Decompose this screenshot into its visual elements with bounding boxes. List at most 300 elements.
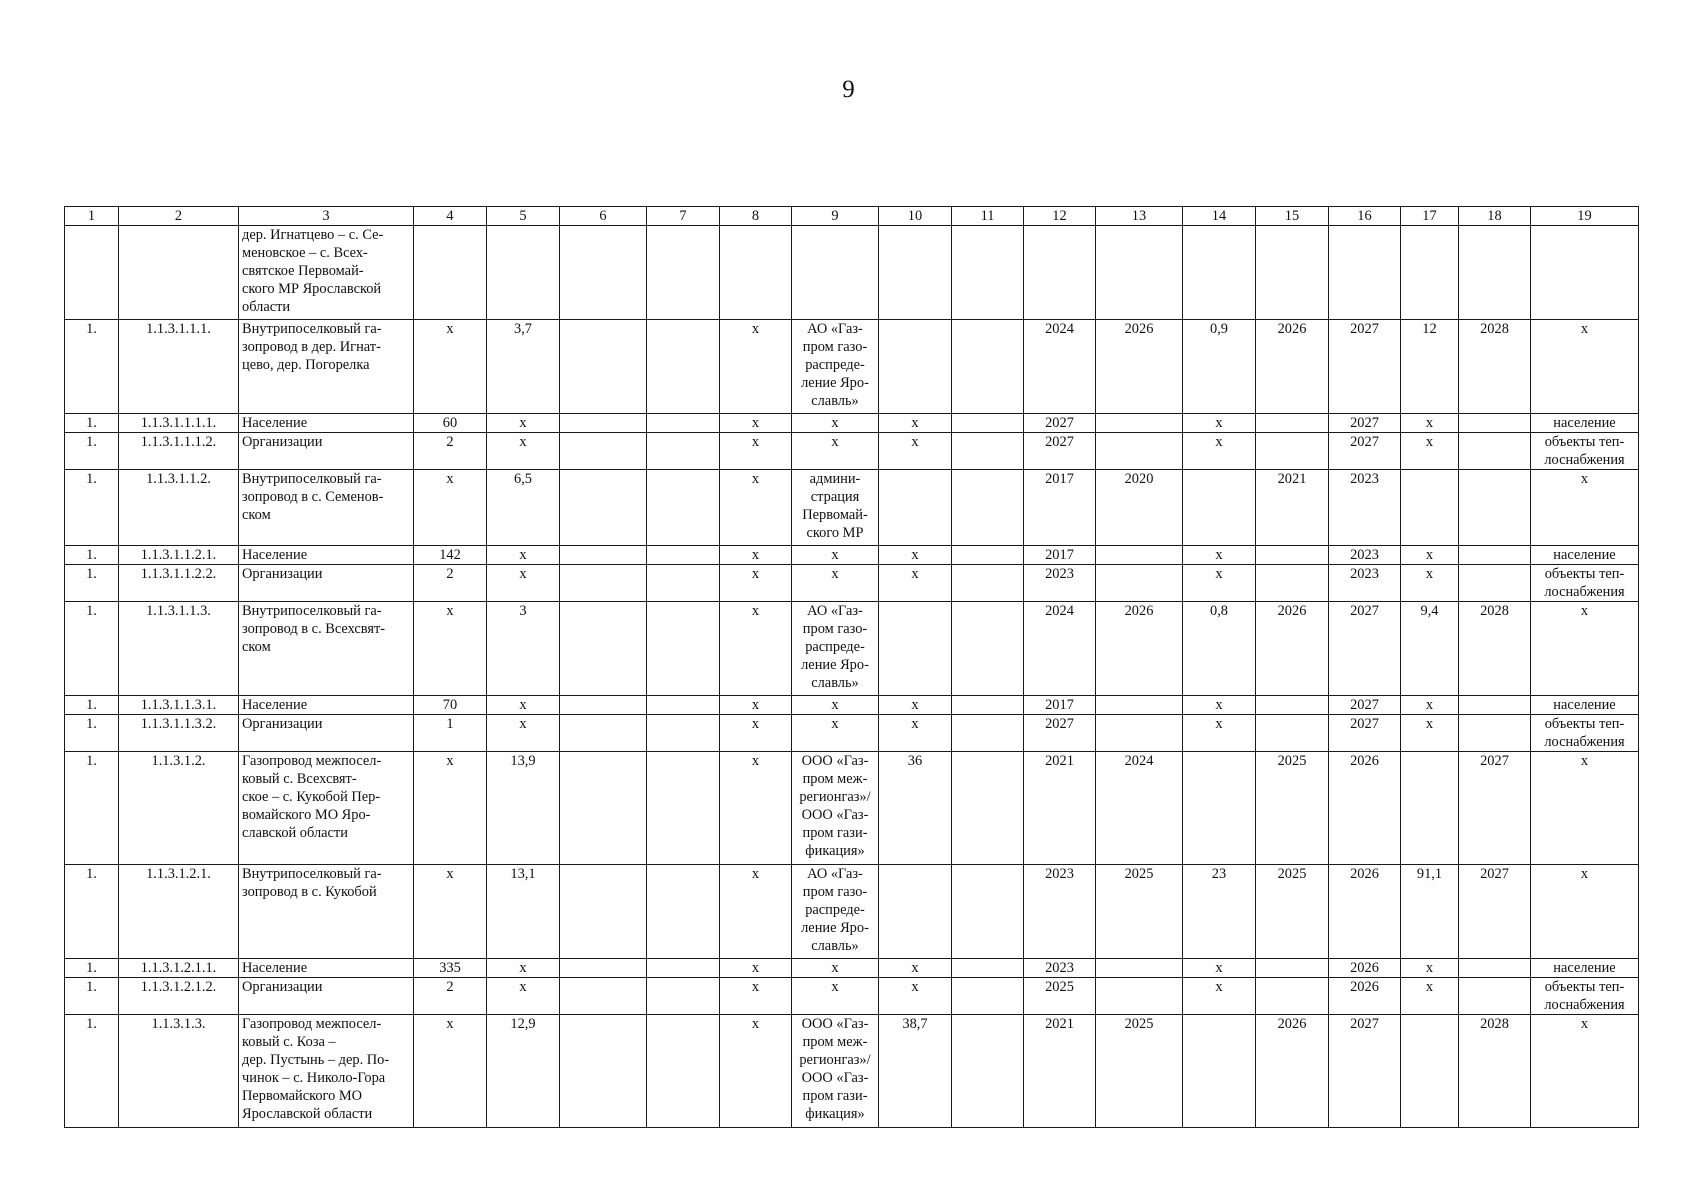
table-cell-col-7 <box>647 226 720 320</box>
table-cell-col-6 <box>560 696 647 715</box>
table-cell-col-17: x <box>1401 978 1459 1015</box>
table-cell-col-11 <box>952 715 1024 752</box>
table-cell-col-16: 2027 <box>1329 433 1401 470</box>
table-cell-col-16: 2026 <box>1329 865 1401 959</box>
table-cell-col-10 <box>879 470 952 546</box>
column-number-row <box>65 207 1639 226</box>
table-cell-col-1: 1. <box>65 602 119 696</box>
table-cell-col-15: 2025 <box>1256 752 1329 865</box>
table-cell-col-19: объекты теп- лоснабжения <box>1531 433 1639 470</box>
table-cell-col-8: x <box>720 565 792 602</box>
table-cell-col-3: Организации <box>239 715 414 752</box>
table-cell-col-14: x <box>1183 546 1256 565</box>
table-cell-col-10 <box>879 320 952 414</box>
table-cell-col-4: x <box>414 1015 487 1128</box>
table-cell-col-1: 1. <box>65 320 119 414</box>
table-cell-col-1: 1. <box>65 865 119 959</box>
table-cell-col-13: 2025 <box>1096 865 1183 959</box>
table-cell-col-1: 1. <box>65 696 119 715</box>
table-cell-col-19: объекты теп- лоснабжения <box>1531 565 1639 602</box>
table-cell-col-2: 1.1.3.1.1.1.2. <box>119 433 239 470</box>
table-cell-col-10: x <box>879 715 952 752</box>
column-header: 3 <box>239 207 414 226</box>
table-cell-col-5: x <box>487 565 560 602</box>
table-row <box>65 752 1639 865</box>
column-header: 11 <box>952 207 1024 226</box>
table-cell-col-2 <box>119 226 239 320</box>
table-cell-col-5: 3,7 <box>487 320 560 414</box>
table-cell-col-19: x <box>1531 865 1639 959</box>
table-cell-col-5: x <box>487 696 560 715</box>
table-cell-col-4: 60 <box>414 414 487 433</box>
table-cell-col-6 <box>560 470 647 546</box>
table-cell-col-4: x <box>414 470 487 546</box>
table-cell-col-17: x <box>1401 546 1459 565</box>
table-cell-col-12: 2024 <box>1024 602 1096 696</box>
table-cell-col-12: 2017 <box>1024 546 1096 565</box>
table-cell-col-4: x <box>414 602 487 696</box>
table-cell-col-5 <box>487 226 560 320</box>
table-cell-col-18: 2028 <box>1459 320 1531 414</box>
table-cell-col-7 <box>647 696 720 715</box>
table-cell-col-1: 1. <box>65 414 119 433</box>
table-row <box>65 470 1639 546</box>
table-cell-col-3: Внутрипоселковый га- зопровод в с. Всехсвят- ском <box>239 602 414 696</box>
column-header: 12 <box>1024 207 1096 226</box>
table-cell-col-8: x <box>720 865 792 959</box>
table-cell-col-11 <box>952 433 1024 470</box>
table-cell-col-5: 13,9 <box>487 752 560 865</box>
table-cell-col-14 <box>1183 752 1256 865</box>
table-cell-col-2: 1.1.3.1.2.1. <box>119 865 239 959</box>
table-cell-col-8: x <box>720 470 792 546</box>
table-cell-col-3: Внутрипоселковый га- зопровод в дер. Игнат- цево, дер. Погорелка <box>239 320 414 414</box>
table-cell-col-19 <box>1531 226 1639 320</box>
table-cell-col-9: x <box>792 414 879 433</box>
table-cell-col-1: 1. <box>65 715 119 752</box>
table-cell-col-15: 2021 <box>1256 470 1329 546</box>
table-cell-col-3: Внутрипоселковый га- зопровод в с. Семенов- ском <box>239 470 414 546</box>
table-cell-col-1: 1. <box>65 752 119 865</box>
table-cell-col-4: 1 <box>414 715 487 752</box>
table-cell-col-18 <box>1459 433 1531 470</box>
table-cell-col-13 <box>1096 715 1183 752</box>
table-cell-col-15 <box>1256 959 1329 978</box>
table-cell-col-13: 2025 <box>1096 1015 1183 1128</box>
table-cell-col-8: x <box>720 752 792 865</box>
table-cell-col-4: 2 <box>414 565 487 602</box>
table-cell-col-7 <box>647 752 720 865</box>
table-cell-col-7 <box>647 959 720 978</box>
column-header: 13 <box>1096 207 1183 226</box>
table-row <box>65 546 1639 565</box>
table-row <box>65 959 1639 978</box>
column-header: 5 <box>487 207 560 226</box>
table-cell-col-4: x <box>414 752 487 865</box>
table-cell-col-4: x <box>414 865 487 959</box>
table-cell-col-6 <box>560 959 647 978</box>
table-cell-col-12: 2017 <box>1024 470 1096 546</box>
table-cell-col-9: АО «Газ- пром газо- распреде- ление Яро- славль» <box>792 865 879 959</box>
gasification-table <box>64 206 1639 1128</box>
table-cell-col-19: x <box>1531 752 1639 865</box>
table-cell-col-13 <box>1096 978 1183 1015</box>
table-cell-col-10: 36 <box>879 752 952 865</box>
table-cell-col-14: x <box>1183 978 1256 1015</box>
table-cell-col-17: x <box>1401 715 1459 752</box>
table-row <box>65 433 1639 470</box>
table-cell-col-9: админи- страция Первомай- ского МР <box>792 470 879 546</box>
table-row <box>65 320 1639 414</box>
table-cell-col-6 <box>560 226 647 320</box>
table-cell-col-6 <box>560 433 647 470</box>
table-cell-col-7 <box>647 715 720 752</box>
table-row <box>65 865 1639 959</box>
column-header: 14 <box>1183 207 1256 226</box>
table-cell-col-15: 2026 <box>1256 320 1329 414</box>
column-header: 18 <box>1459 207 1531 226</box>
table-row <box>65 715 1639 752</box>
table-cell-col-5: x <box>487 978 560 1015</box>
table-cell-col-4: 70 <box>414 696 487 715</box>
table-cell-col-10: x <box>879 565 952 602</box>
table-cell-col-9: x <box>792 546 879 565</box>
table-cell-col-19: x <box>1531 320 1639 414</box>
table-row <box>65 414 1639 433</box>
table-cell-col-2: 1.1.3.1.2.1.1. <box>119 959 239 978</box>
table-cell-col-12: 2023 <box>1024 565 1096 602</box>
table-cell-col-18 <box>1459 414 1531 433</box>
column-header: 6 <box>560 207 647 226</box>
table-cell-col-7 <box>647 978 720 1015</box>
table-cell-col-18 <box>1459 696 1531 715</box>
table-cell-col-18 <box>1459 470 1531 546</box>
table-cell-col-12: 2024 <box>1024 320 1096 414</box>
column-header: 8 <box>720 207 792 226</box>
table-cell-col-8 <box>720 226 792 320</box>
table-row <box>65 1015 1639 1128</box>
table-cell-col-5: x <box>487 715 560 752</box>
table-cell-col-11 <box>952 320 1024 414</box>
table-cell-col-14 <box>1183 1015 1256 1128</box>
table-cell-col-7 <box>647 320 720 414</box>
table-cell-col-17: x <box>1401 414 1459 433</box>
table-cell-col-17: 9,4 <box>1401 602 1459 696</box>
table-cell-col-19: население <box>1531 414 1639 433</box>
table-cell-col-19: объекты теп- лоснабжения <box>1531 978 1639 1015</box>
table-cell-col-8: x <box>720 320 792 414</box>
table-cell-col-3: Внутрипоселковый га- зопровод в с. Кукобой <box>239 865 414 959</box>
table-cell-col-2: 1.1.3.1.3. <box>119 1015 239 1128</box>
table-cell-col-6 <box>560 978 647 1015</box>
table-cell-col-15 <box>1256 546 1329 565</box>
table-cell-col-6 <box>560 715 647 752</box>
table-cell-col-16: 2027 <box>1329 1015 1401 1128</box>
table-cell-col-13 <box>1096 959 1183 978</box>
table-cell-col-19: население <box>1531 546 1639 565</box>
table-cell-col-12: 2027 <box>1024 433 1096 470</box>
table-cell-col-2: 1.1.3.1.1.1.1. <box>119 414 239 433</box>
column-header: 7 <box>647 207 720 226</box>
table-row <box>65 565 1639 602</box>
table-cell-col-9 <box>792 226 879 320</box>
table-cell-col-8: x <box>720 696 792 715</box>
table-cell-col-14: x <box>1183 565 1256 602</box>
table-cell-col-10: x <box>879 978 952 1015</box>
table-cell-col-14: 23 <box>1183 865 1256 959</box>
table-cell-col-11 <box>952 752 1024 865</box>
table-cell-col-12: 2027 <box>1024 414 1096 433</box>
table-cell-col-1 <box>65 226 119 320</box>
table-cell-col-14: x <box>1183 959 1256 978</box>
table-cell-col-17: x <box>1401 696 1459 715</box>
table-cell-col-2: 1.1.3.1.1.2.1. <box>119 546 239 565</box>
table-cell-col-13 <box>1096 565 1183 602</box>
table-cell-col-1: 1. <box>65 978 119 1015</box>
table-cell-col-13 <box>1096 414 1183 433</box>
table-cell-col-3: Население <box>239 696 414 715</box>
table-row <box>65 978 1639 1015</box>
table-cell-col-1: 1. <box>65 959 119 978</box>
table-cell-col-5: x <box>487 959 560 978</box>
table-cell-col-10: x <box>879 414 952 433</box>
table-cell-col-2: 1.1.3.1.2.1.2. <box>119 978 239 1015</box>
table-cell-col-18: 2028 <box>1459 1015 1531 1128</box>
table-cell-col-16: 2026 <box>1329 978 1401 1015</box>
table-cell-col-14: 0,8 <box>1183 602 1256 696</box>
table-cell-col-7 <box>647 470 720 546</box>
table-cell-col-17: 91,1 <box>1401 865 1459 959</box>
table-cell-col-18: 2028 <box>1459 602 1531 696</box>
table-cell-col-3: Организации <box>239 978 414 1015</box>
table-cell-col-11 <box>952 565 1024 602</box>
table-cell-col-13: 2026 <box>1096 320 1183 414</box>
table-cell-col-17: x <box>1401 959 1459 978</box>
table-cell-col-9: x <box>792 565 879 602</box>
table-cell-col-14: 0,9 <box>1183 320 1256 414</box>
table-cell-col-6 <box>560 602 647 696</box>
table-cell-col-4 <box>414 226 487 320</box>
table-cell-col-18 <box>1459 978 1531 1015</box>
column-header: 16 <box>1329 207 1401 226</box>
table-cell-col-14 <box>1183 470 1256 546</box>
table-cell-col-12: 2023 <box>1024 865 1096 959</box>
table-cell-col-7 <box>647 433 720 470</box>
table-cell-col-7 <box>647 565 720 602</box>
table-cell-col-17 <box>1401 1015 1459 1128</box>
table-cell-col-11 <box>952 1015 1024 1128</box>
table-cell-col-19: объекты теп- лоснабжения <box>1531 715 1639 752</box>
table-cell-col-18 <box>1459 959 1531 978</box>
table-cell-col-15: 2026 <box>1256 602 1329 696</box>
table-cell-col-1: 1. <box>65 1015 119 1128</box>
table-cell-col-14: x <box>1183 414 1256 433</box>
table-cell-col-9: ООО «Газ- пром меж- регионгаз»/ ООО «Газ- пром гази- фикация» <box>792 752 879 865</box>
table-cell-col-15 <box>1256 414 1329 433</box>
table-cell-col-15: 2025 <box>1256 865 1329 959</box>
table-cell-col-13 <box>1096 696 1183 715</box>
table-cell-col-18 <box>1459 226 1531 320</box>
table-cell-col-8: x <box>720 978 792 1015</box>
table-cell-col-2: 1.1.3.1.1.2. <box>119 470 239 546</box>
column-header: 9 <box>792 207 879 226</box>
table-cell-col-5: 3 <box>487 602 560 696</box>
table-cell-col-3: Организации <box>239 433 414 470</box>
table-cell-col-10: x <box>879 696 952 715</box>
table-cell-col-3: Население <box>239 546 414 565</box>
table-cell-col-1: 1. <box>65 565 119 602</box>
table-cell-col-3: Организации <box>239 565 414 602</box>
table-cell-col-4: 335 <box>414 959 487 978</box>
table-cell-col-16: 2023 <box>1329 546 1401 565</box>
table-cell-col-16: 2027 <box>1329 715 1401 752</box>
table-cell-col-14 <box>1183 226 1256 320</box>
table-cell-col-5: 12,9 <box>487 1015 560 1128</box>
table-cell-col-8: x <box>720 959 792 978</box>
table-cell-col-16: 2027 <box>1329 414 1401 433</box>
table-cell-col-6 <box>560 414 647 433</box>
table-cell-col-8: x <box>720 602 792 696</box>
table-cell-col-2: 1.1.3.1.1.1. <box>119 320 239 414</box>
table-cell-col-19: население <box>1531 959 1639 978</box>
table-cell-col-5: x <box>487 433 560 470</box>
table-cell-col-16: 2026 <box>1329 959 1401 978</box>
table-cell-col-6 <box>560 865 647 959</box>
table-cell-col-16 <box>1329 226 1401 320</box>
table-cell-col-6 <box>560 320 647 414</box>
table-cell-col-19: x <box>1531 470 1639 546</box>
column-header: 15 <box>1256 207 1329 226</box>
table-cell-col-7 <box>647 546 720 565</box>
table-cell-col-7 <box>647 865 720 959</box>
table-cell-col-17 <box>1401 226 1459 320</box>
table-cell-col-12: 2017 <box>1024 696 1096 715</box>
table-cell-col-14: x <box>1183 433 1256 470</box>
table-cell-col-4: 2 <box>414 978 487 1015</box>
table-cell-col-14: x <box>1183 715 1256 752</box>
table-cell-col-12 <box>1024 226 1096 320</box>
table-cell-col-16: 2026 <box>1329 752 1401 865</box>
table-cell-col-13 <box>1096 226 1183 320</box>
table-cell-col-11 <box>952 978 1024 1015</box>
table-cell-col-4: 142 <box>414 546 487 565</box>
table-cell-col-10: x <box>879 433 952 470</box>
table-cell-col-15 <box>1256 696 1329 715</box>
table-cell-col-4: 2 <box>414 433 487 470</box>
table-cell-col-6 <box>560 752 647 865</box>
table-cell-col-11 <box>952 414 1024 433</box>
table-cell-col-15 <box>1256 715 1329 752</box>
table-cell-col-18 <box>1459 715 1531 752</box>
table-cell-col-2: 1.1.3.1.1.3.2. <box>119 715 239 752</box>
table-cell-col-16: 2027 <box>1329 320 1401 414</box>
table-cell-col-18 <box>1459 565 1531 602</box>
column-header: 19 <box>1531 207 1639 226</box>
table-cell-col-9: ООО «Газ- пром меж- регионгаз»/ ООО «Газ- пром гази- фикация» <box>792 1015 879 1128</box>
table-cell-col-9: АО «Газ- пром газо- распреде- ление Яро- славль» <box>792 320 879 414</box>
column-header: 2 <box>119 207 239 226</box>
table-cell-col-8: x <box>720 546 792 565</box>
table-cell-col-5: 13,1 <box>487 865 560 959</box>
table-cell-col-10 <box>879 602 952 696</box>
table-cell-col-13: 2024 <box>1096 752 1183 865</box>
table-cell-col-1: 1. <box>65 433 119 470</box>
table-cell-col-7 <box>647 1015 720 1128</box>
table-cell-col-8: x <box>720 433 792 470</box>
table-cell-col-15 <box>1256 226 1329 320</box>
table-cell-col-6 <box>560 565 647 602</box>
table-cell-col-15: 2026 <box>1256 1015 1329 1128</box>
table-cell-col-18 <box>1459 546 1531 565</box>
table-cell-col-8: x <box>720 715 792 752</box>
table-cell-col-15 <box>1256 978 1329 1015</box>
table-cell-col-17: x <box>1401 433 1459 470</box>
table-cell-col-7 <box>647 414 720 433</box>
table-cell-col-12: 2021 <box>1024 752 1096 865</box>
table-cell-col-2: 1.1.3.1.1.3.1. <box>119 696 239 715</box>
table-cell-col-3: Население <box>239 959 414 978</box>
table-cell-col-12: 2025 <box>1024 978 1096 1015</box>
table-cell-col-13: 2026 <box>1096 602 1183 696</box>
table-cell-col-18: 2027 <box>1459 865 1531 959</box>
table-cell-col-5: x <box>487 546 560 565</box>
table-cell-col-12: 2027 <box>1024 715 1096 752</box>
table-cell-col-11 <box>952 226 1024 320</box>
table-cell-col-9: x <box>792 715 879 752</box>
table-cell-col-1: 1. <box>65 546 119 565</box>
table-row <box>65 696 1639 715</box>
table-cell-col-13 <box>1096 433 1183 470</box>
table-cell-col-1: 1. <box>65 470 119 546</box>
table-cell-col-3: Газопровод межпосел- ковый с. Всехсвят- ское – с. Кукобой Пер- вомайского МО Яро- славской области <box>239 752 414 865</box>
table-cell-col-16: 2027 <box>1329 602 1401 696</box>
table-cell-col-13 <box>1096 546 1183 565</box>
table-cell-col-16: 2023 <box>1329 565 1401 602</box>
table-cell-col-3: Газопровод межпосел- ковый с. Коза – дер. Пустынь – дер. По- чинок – с. Николо-Гора Первомайского МО Ярославской области <box>239 1015 414 1128</box>
table-cell-col-3: дер. Игнатцево – с. Се- меновское – с. Всех- святское Первомай- ского МР Ярославской области <box>239 226 414 320</box>
table-cell-col-11 <box>952 602 1024 696</box>
page-number: 9 <box>842 76 855 103</box>
table-cell-col-8: x <box>720 414 792 433</box>
table-cell-col-9: x <box>792 433 879 470</box>
table-cell-col-9: АО «Газ- пром газо- распреде- ление Яро- славль» <box>792 602 879 696</box>
table-cell-col-17 <box>1401 470 1459 546</box>
table-cell-col-7 <box>647 602 720 696</box>
table-cell-col-17 <box>1401 752 1459 865</box>
table-cell-col-2: 1.1.3.1.1.2.2. <box>119 565 239 602</box>
table-cell-col-5: 6,5 <box>487 470 560 546</box>
table-row <box>65 602 1639 696</box>
table-cell-col-2: 1.1.3.1.2. <box>119 752 239 865</box>
table-row <box>65 226 1639 320</box>
table-cell-col-6 <box>560 1015 647 1128</box>
column-header: 1 <box>65 207 119 226</box>
table-cell-col-15 <box>1256 565 1329 602</box>
table-cell-col-12: 2023 <box>1024 959 1096 978</box>
table-cell-col-11 <box>952 696 1024 715</box>
table-cell-col-13: 2020 <box>1096 470 1183 546</box>
table-cell-col-16: 2027 <box>1329 696 1401 715</box>
table-cell-col-10: x <box>879 959 952 978</box>
table-cell-col-19: x <box>1531 1015 1639 1128</box>
table-cell-col-10 <box>879 865 952 959</box>
column-header: 17 <box>1401 207 1459 226</box>
table-cell-col-11 <box>952 546 1024 565</box>
table-cell-col-14: x <box>1183 696 1256 715</box>
table-cell-col-10: 38,7 <box>879 1015 952 1128</box>
table-cell-col-11 <box>952 470 1024 546</box>
column-header: 4 <box>414 207 487 226</box>
